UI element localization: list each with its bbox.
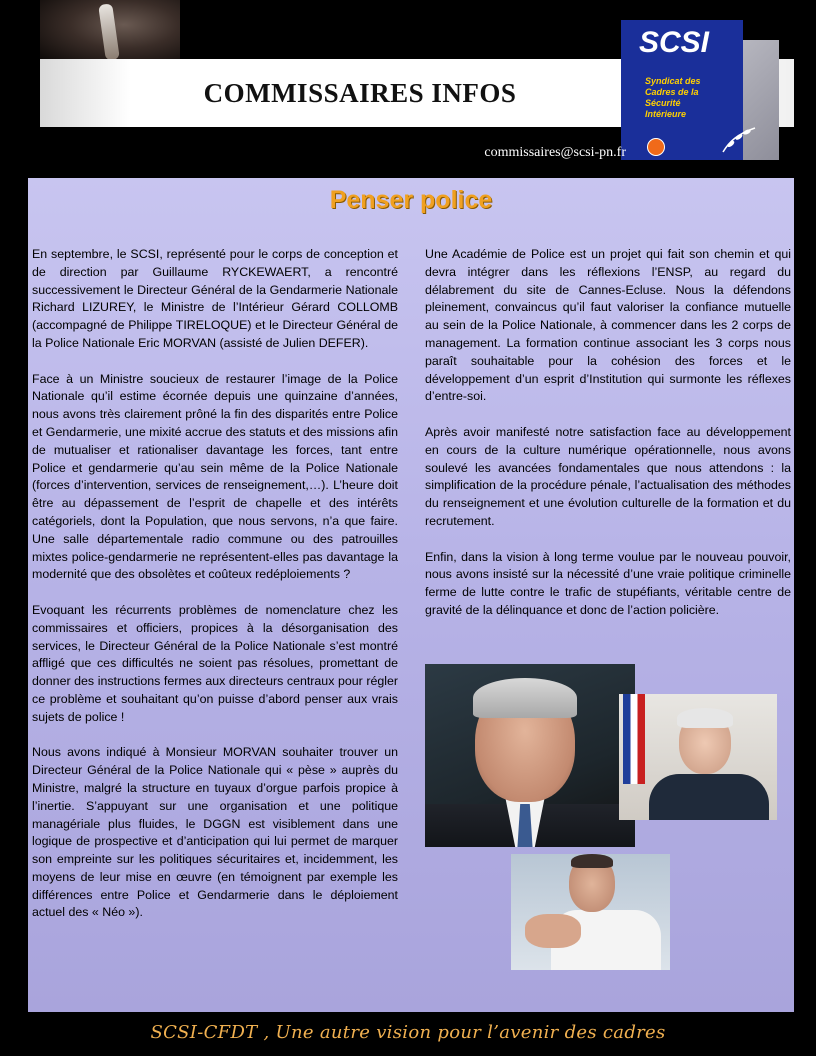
article-panel [28, 178, 794, 1012]
dgpn-photo [511, 854, 670, 970]
article-paragraph: Face à un Ministre soucieux de restaurer l’image de la Police Nationale qu’il estime écornée depuis une quinzaine d’années, nous avons très clairement prôné la fin des disparités entre Police et Gendarmerie, une mixité accrue des statuts et des missions afin de mutualiser et rationaliser davantage les forces, tant entre Police et gendarmerie qu’au sein même de la Police Nationale (forces d’intervention, services de renseignement,…). L’heure doit être au dépassement de l’esprit de chapelle et des intérêts catégoriels, dont la Population, que nous servons, n’a que faire. Une salle départementale radio commune ou des patrouilles mixtes police-gendarmerie ne représentent-elles pas davantage la modernité que des obsolètes et coûteux redéploiements ? [32, 371, 398, 582]
minister-photo [425, 664, 635, 847]
cfdt-logo-icon [647, 138, 665, 156]
article-paragraph: Après avoir manifesté notre satisfaction face au développement en cours de la culture numérique opérationnelle, nous avons soulevé les avancées fondamentales que nous attendons : la simplification de la procédure pénale, l’actualisation des méthodes du renseignement et une évolution culturelle de la formation et du recrutement. [425, 424, 791, 528]
page-title: COMMISSAIRES INFOS [203, 78, 517, 108]
article-paragraph: Une Académie de Police est un projet qui fait son chemin et qui devra intégrer dans les réflexions l’ENSP, au regard du délabrement du site de Cannes-Ecluse. Nous la défendons pleinement, convaincus qu’il faut valoriser la confiance mutuelle au sein de la Police Nationale, à commencer dans les 2 corps de management. La formation continue associant les 3 corps nous paraît souhaitable pour la cohésion des forces et le développement d’un esprit d’Institution qui surmonte les réflexes d’entre-soi. [425, 247, 791, 404]
laurel-icon [719, 124, 759, 154]
article-paragraph: Enfin, dans la vision à long terme voulue par le nouveau pouvoir, nous avons insisté sur la nécessité d’une vraie politique criminelle ferme de lutte contre le trafic de stupéfiants, véritable centre de gravité de la délinquance et donc de l’action policière. [425, 549, 791, 617]
article-paragraph: Evoquant les récurrents problèmes de nomenclature chez les commissaires et officiers, propices à la désorganisation des services, le Directeur Général de la Police Nationale s’est montré affligé que ces difficultés ne soient pas résolues, promettant de donner des instructions fermes aux directeurs centraux pour régler ce problème et souhaitant qu’on puisse d’abord penser aux vrais sujets de police ! [32, 602, 398, 724]
contact-email[interactable]: commissaires@scsi-pn.fr [484, 145, 626, 160]
dggn-photo [619, 694, 777, 820]
header-photo [40, 0, 180, 62]
photo-detail [571, 854, 613, 868]
logo-subtitle-line: Cadres de la [645, 87, 699, 97]
article-paragraph: En septembre, le SCSI, représenté pour le corps de conception et de direction par Guillaume RYCKEWAERT, a rencontré successivement le Directeur Général de la Gendarmerie Nationale Richard LIZUREY, le Ministre de l’Intérieur Gérard COLLOMB (accompagné de Philippe TIRELOQUE) et le Directeur Général de la Police Nationale Eric MORVAN (assisté de Julien DEFER). [32, 247, 398, 350]
logo-subtitle-line: Intérieure [645, 109, 687, 119]
scsi-logo [621, 20, 779, 160]
photo-detail [677, 708, 733, 728]
photo-detail [649, 774, 769, 820]
logo-subtitle-line: Sécurité [645, 98, 681, 108]
article-headline: Penser police [329, 186, 493, 214]
photo-detail [525, 914, 581, 948]
flag-icon [623, 694, 645, 784]
footer-slogan: SCSI-CFDT , Une autre vision pour l’avenir des cadres [150, 1022, 666, 1043]
logo-subtitle-line: Syndicat des [645, 76, 701, 86]
photo-detail [473, 678, 577, 718]
article-column-right [425, 246, 791, 638]
article-paragraph: Nous avons indiqué à Monsieur MORVAN souhaiter trouver un Directeur Général de la Police Nationale qui « pèse » auprès du Ministre, malgré la structure en tuyaux d’orgue parfois propice à l’inertie. S’appuyant sur une organisation et une politique managériale plus fluides, le DGGN est visiblement dans une logique de prospective et d’anticipation qui lui permet de marquer son empreinte sur les politiques sécuritaires et, incidemment, les moyens de leur mise en œuvre (en témoignent par exemple les différences entre Police et Gendarmerie dans le déploiement actuel des « Néo »). [32, 745, 398, 920]
logo-subtitle [645, 76, 735, 120]
article-column-left [32, 246, 398, 940]
logo-name: SCSI [639, 26, 710, 59]
